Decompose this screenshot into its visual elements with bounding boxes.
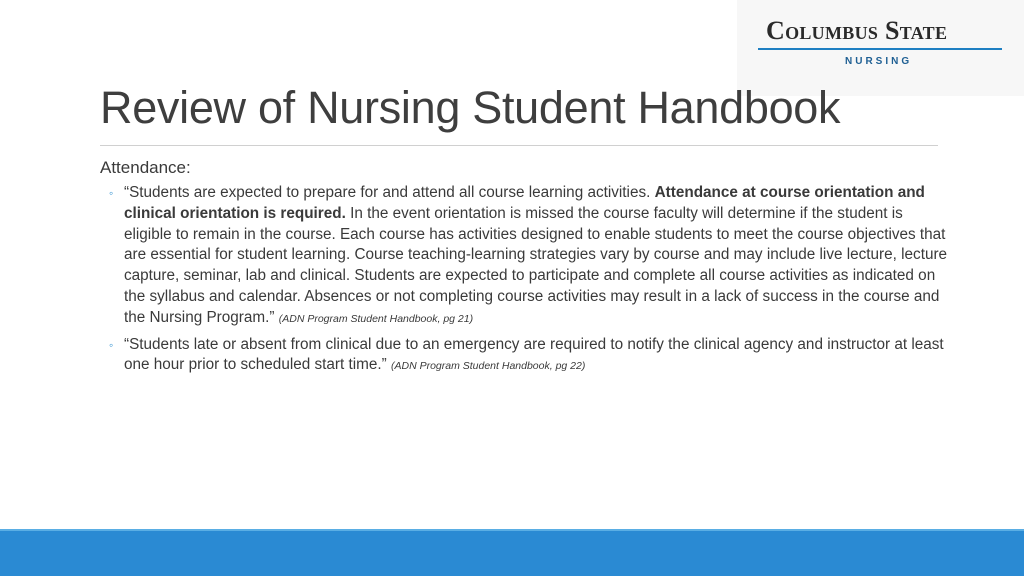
bullet-circle-icon: ◦ [109, 337, 114, 352]
bullet-source: (ADN Program Student Handbook, pg 21) [278, 312, 474, 325]
logo-divider [758, 48, 1002, 50]
bullet-list [100, 183, 950, 377]
footer-bar [0, 529, 1024, 576]
bullet-item [100, 183, 950, 330]
bullet-source: (ADN Program Student Handbook, pg 22) [390, 360, 586, 373]
bullet-text-continued: In the event orientation is missed the course faculty will determine if the student is eligible to remain in the course. Each course has activities designed to enable students to meet the course objectives that are essential for student learning. Course teaching-learning strategies vary by course and may include live lecture, lecture capture, seminar, lab and clinical. Students are expected to participate and complete all course activities as indicated on the syllabus and calendar. Absences or not completing course activities may result in a lack of success in the course and the Nursing Program.” [124, 204, 948, 326]
bullet-bold-text: Attendance at course orientation and clinical orientation is required. [124, 184, 925, 222]
section-heading: Attendance: [100, 158, 191, 177]
bullet-item [100, 335, 950, 378]
slide-body [100, 158, 950, 382]
bullet-circle-icon: ◦ [109, 186, 114, 200]
slide-title: Review of Nursing Student Handbook [100, 82, 841, 133]
bullet-text: “Students are expected to prepare for and attend all course learning activities. [124, 184, 655, 201]
logo-subtitle: NURSING [845, 56, 913, 67]
bullet-text: “Students late or absent from clinical due to an emergency are required to notify the clinical agency and instructor at least one hour prior to scheduled start time.” [124, 335, 944, 374]
logo-name: Columbus State [766, 16, 948, 45]
title-divider [100, 145, 938, 146]
